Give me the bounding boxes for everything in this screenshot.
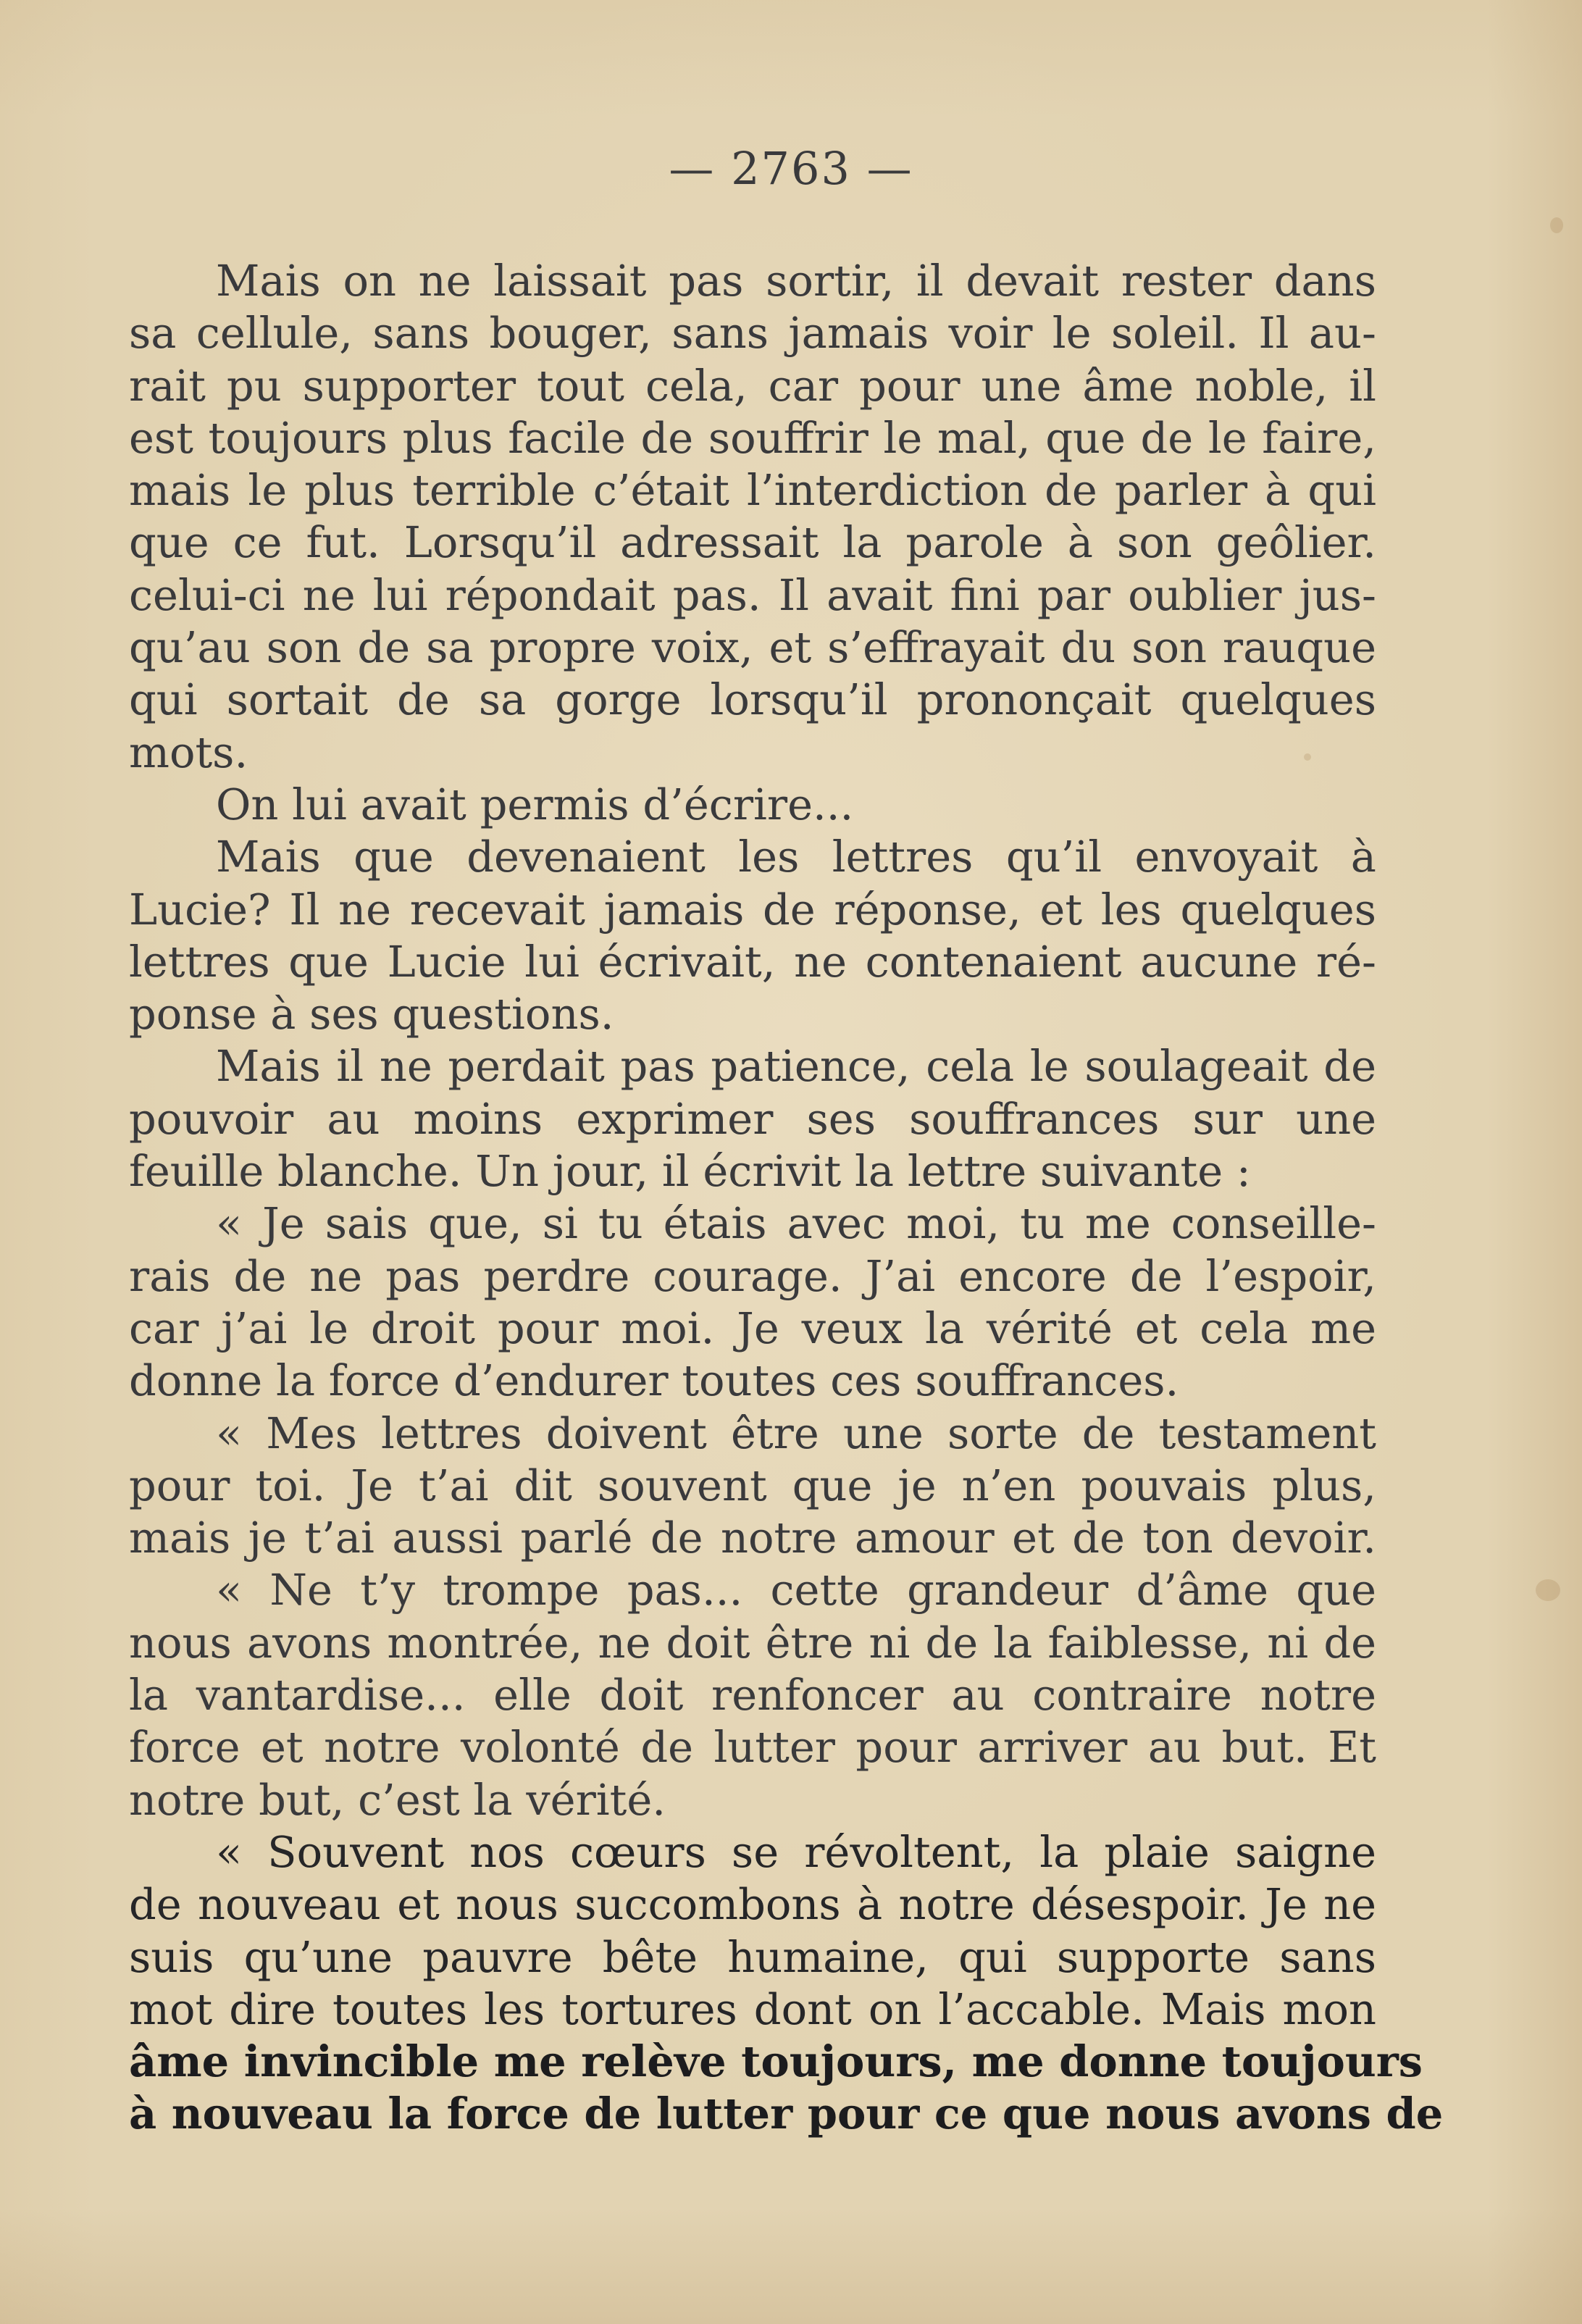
text-line: car j’ai le droit pour moi. Je veux la vérité et cela me — [129, 1303, 1376, 1353]
text-line: feuille blanche. Un jour, il écrivit la lettre suivante : — [129, 1146, 1251, 1197]
text-line: de nouveau et nous succombons à notre désespoir. Je ne — [129, 1879, 1376, 1930]
text-line: suis qu’une pauvre bête humaine, qui supporte sans — [129, 1931, 1376, 1982]
text-line: pouvoir au moins exprimer ses souffrances sur une — [129, 1093, 1376, 1144]
text-line: pour toi. Je t’ai dit souvent que je n’en pouvais plus, — [129, 1460, 1376, 1510]
text-line: à nouveau la force de lutter pour ce que nous avons de — [129, 2089, 1444, 2139]
paper-stain — [1536, 1579, 1560, 1601]
text-line: mais je t’ai aussi parlé de notre amour et de ton devoir. — [129, 1513, 1376, 1563]
text-line: Lucie? Il ne recevait jamais de réponse, et les quelques — [129, 884, 1376, 935]
text-line: rait pu supporter tout cela, car pour une âme noble, il — [129, 360, 1376, 411]
text-line: « Je sais que, si tu étais avec moi, tu me conseille- — [216, 1198, 1376, 1249]
text-line: mots. — [129, 727, 248, 777]
text-line: lettres que Lucie lui écrivait, ne contenaient aucune ré- — [129, 936, 1376, 987]
text-line: « Ne t’y trompe pas... cette grandeur d’âme que — [216, 1565, 1376, 1615]
text-line: mais le plus terrible c’était l’interdiction de parler à qui — [129, 465, 1376, 516]
paper-stain — [1550, 217, 1563, 233]
page-number: — 2763 — — [669, 142, 913, 195]
text-line: force et notre volonté de lutter pour arriver au but. Et — [129, 1722, 1376, 1773]
text-line: nous avons montrée, ne doit être ni de la faiblesse, ni de — [129, 1617, 1376, 1668]
text-line: mot dire toutes les tortures dont on l’accable. Mais mon — [129, 1984, 1376, 2034]
text-line: donne la force d’endurer toutes ces souffrances. — [129, 1355, 1179, 1406]
text-line: sa cellule, sans bouger, sans jamais voir le soleil. Il au- — [129, 308, 1376, 359]
text-line: Mais que devenaient les lettres qu’il envoyait à — [216, 832, 1376, 882]
text-line: Mais il ne perdait pas patience, cela le soulageait de — [216, 1041, 1376, 1092]
text-line: On lui avait permis d’écrire... — [216, 779, 854, 829]
body-text — [129, 255, 1444, 2141]
text-line: qu’au son de sa propre voix, et s’effrayait du son rauque — [129, 622, 1376, 673]
text-line: la vantardise... elle doit renfoncer au contraire notre — [129, 1670, 1376, 1721]
text-line: rais de ne pas perdre courage. J’ai encore de l’espoir, — [129, 1250, 1376, 1301]
text-line: âme invincible me relève toujours, me donne toujours — [129, 2036, 1423, 2087]
text-line: est toujours plus facile de souffrir le mal, que de le faire, — [129, 412, 1376, 463]
text-line: Mais on ne laissait pas sortir, il devait rester dans — [216, 256, 1376, 306]
text-line: celui-ci ne lui répondait pas. Il avait fini par oublier jus- — [129, 569, 1376, 620]
text-line: « Mes lettres doivent être une sorte de testament — [216, 1408, 1376, 1458]
text-line: que ce fut. Lorsqu’il adressait la parole à son geôlier. — [129, 517, 1376, 568]
text-line: ponse à ses questions. — [129, 989, 614, 1040]
text-line: qui sortait de sa gorge lorsqu’il prononçait quelques — [129, 674, 1376, 725]
text-line: notre but, c’est la vérité. — [129, 1774, 666, 1825]
text-line: « Souvent nos cœurs se révoltent, la plaie saigne — [216, 1826, 1376, 1877]
